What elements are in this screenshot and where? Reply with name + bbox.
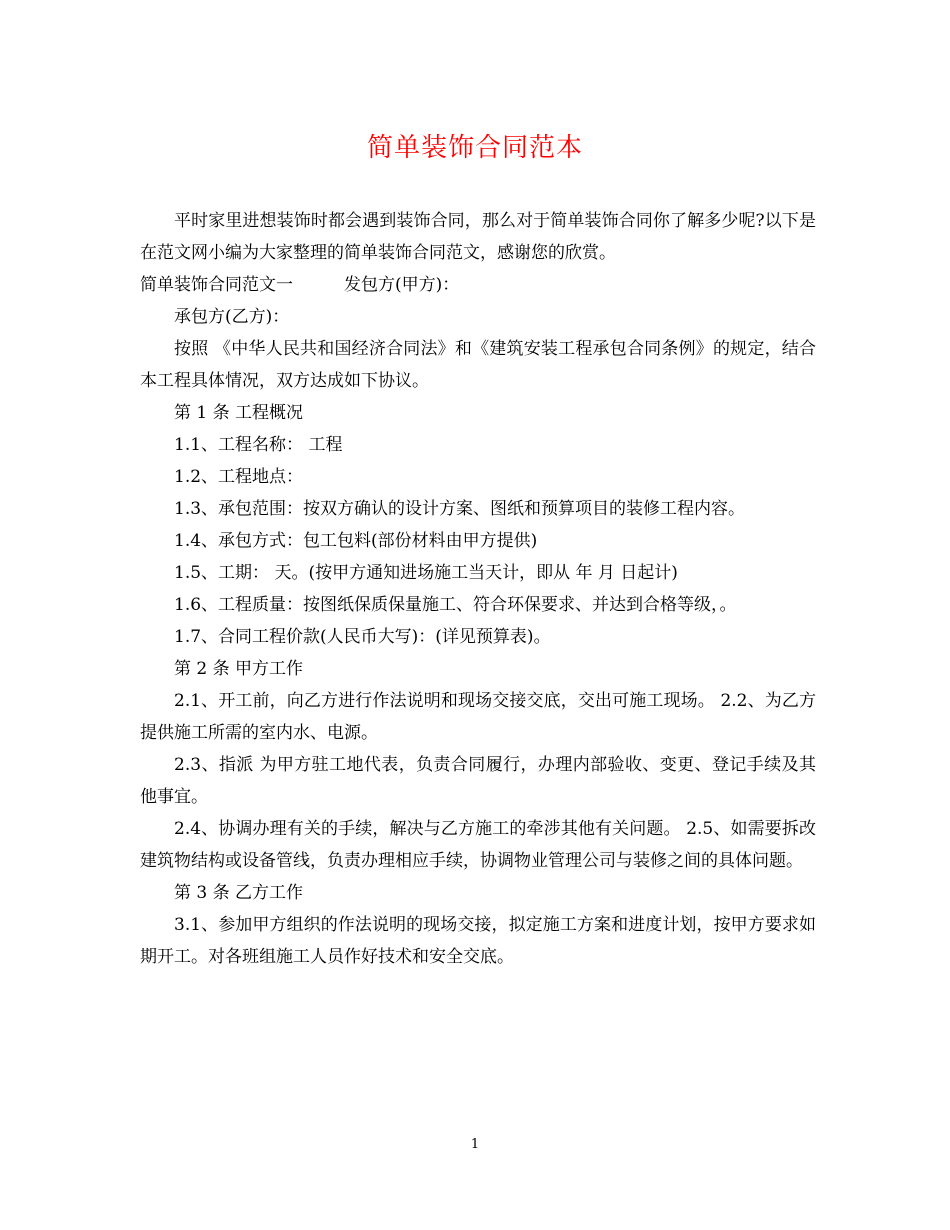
clause-1-7: 1.7、合同工程价款(人民币大写)：(详见预算表)。 (174, 627, 551, 647)
page-number: 1 (470, 1137, 480, 1152)
document-title: 简单装饰合同范本 (366, 133, 583, 163)
paragraph-party-b: 承包方(乙方)： (174, 307, 290, 327)
clause-2-3: 2.3、指派 为甲方驻工地代表，负责合同履行，办理内部验收、变更、登记手续及其他事宜。 (140, 755, 816, 807)
section-heading-3: 第 3 条 乙方工作 (174, 883, 304, 903)
clause-1-2: 1.2、工程地点： (174, 467, 304, 487)
clause-3-1: 3.1、参加甲方组织的作法说明的现场交接，拟定施工方案和进度计划，按甲方要求如期开工。对各班组施工人员作好技术和安全交底。 (140, 915, 816, 967)
section-heading-2: 第 2 条 甲方工作 (174, 659, 304, 679)
clause-1-6: 1.6、工程质量：按图纸保质保量施工、符合环保要求、并达到合格等级，。 (174, 595, 737, 615)
clause-1-3: 1.3、承包范围：按双方确认的设计方案、图纸和预算项目的装修工程内容。 (174, 499, 746, 519)
clause-1-5: 1.5、工期： 天。(按甲方通知进场施工当天计，即从 年 月 日起计) (174, 563, 678, 583)
clause-1-1: 1.1、工程名称： 工程 (174, 435, 343, 455)
clause-1-4: 1.4、承包方式：包工包料(部份材料由甲方提供) (174, 531, 538, 551)
document-body (140, 205, 816, 973)
section-heading-1: 第 1 条 工程概况 (174, 403, 304, 423)
paragraph-intro: 平时家里进想装饰时都会遇到装饰合同，那么对于简单装饰合同你了解多少呢?以下是在范文网小编为大家整理的简单装饰合同范文，感谢您的欣赏。 (140, 211, 816, 263)
clause-2-1: 2.1、开工前，向乙方进行作法说明和现场交接交底，交出可施工现场。 2.2、为乙方提供施工所需的室内水、电源。 (140, 691, 816, 743)
paragraph-party-a: 简单装饰合同范文一 发包方(甲方)： (140, 275, 460, 295)
clause-2-4: 2.4、协调办理有关的手续，解决与乙方施工的牵涉其他有关问题。 2.5、如需要拆改建筑物结构或设备管线，负责办理相应手续，协调物业管理公司与装修之间的具体问题。 (140, 819, 816, 871)
paragraph-legal-basis: 按照 《中华人民共和国经济合同法》和《建筑安装工程承包合同条例》的规定，结合本工程具体情况，双方达成如下协议。 (140, 339, 816, 391)
